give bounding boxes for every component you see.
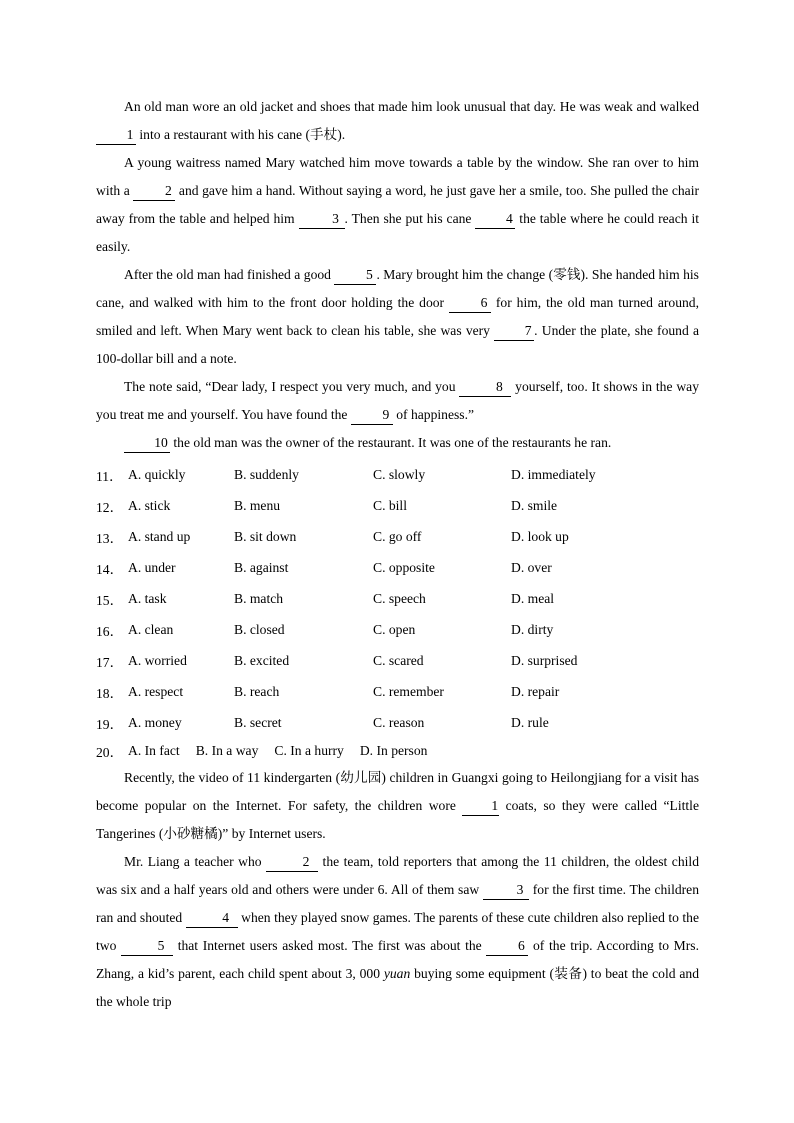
text: for the first time. The children ran and shouted <box>96 882 699 925</box>
passage2-paragraph-1 <box>96 764 699 848</box>
question-number: 13． <box>96 530 124 546</box>
option-a[interactable]: A. respect <box>128 683 184 699</box>
option-a[interactable]: A. worried <box>128 652 187 668</box>
question-list <box>96 459 699 764</box>
text: and gave him a hand. Without saying a word, he just gave her a smile, too. She pulled the chair away from the table and helped him <box>96 183 700 226</box>
blank-p2-4[interactable]: 4 <box>186 909 238 928</box>
question-row <box>96 521 699 552</box>
option-b[interactable]: B. menu <box>234 497 281 513</box>
option-a[interactable]: A. In fact <box>128 743 180 758</box>
option-c[interactable]: C. In a hurry <box>274 743 344 758</box>
question-row <box>96 614 699 645</box>
question-number: 20． <box>96 745 124 760</box>
question-number: 14． <box>96 561 124 577</box>
blank-p2-2[interactable]: 2 <box>266 853 318 872</box>
question-number: 18． <box>96 685 124 701</box>
question-row <box>96 583 699 614</box>
option-b[interactable]: B. sit down <box>234 528 297 544</box>
text: that Internet users asked most. The first was about the <box>173 938 487 953</box>
option-c[interactable]: C. slowly <box>373 466 426 482</box>
option-d[interactable]: D. smile <box>511 497 558 513</box>
text: After the old man had finished a good <box>124 267 335 282</box>
blank-10[interactable]: 10 <box>124 434 170 453</box>
blank-p2-1[interactable]: 1 <box>462 797 499 816</box>
passage2-paragraph-2 <box>96 848 699 1016</box>
option-d[interactable]: D. look up <box>511 528 569 544</box>
passage1-paragraph-4 <box>96 373 699 429</box>
option-d[interactable]: D. In person <box>359 743 428 758</box>
text: A young waitress named Mary watched him move towards a table by the window. She ran over to him with a <box>96 155 699 198</box>
text: buying some equipment (装备) to beat the cold and the whole trip <box>96 966 699 1009</box>
question-number: 19． <box>96 716 124 732</box>
option-d[interactable]: D. over <box>511 559 552 575</box>
option-c[interactable]: C. opposite <box>373 559 435 575</box>
question-row <box>96 707 699 738</box>
passage1-paragraph-1 <box>96 93 699 149</box>
blank-7[interactable]: 7 <box>494 322 534 341</box>
option-d[interactable]: D. repair <box>511 683 560 699</box>
option-d[interactable]: D. dirty <box>511 621 554 637</box>
blank-3[interactable]: 3 <box>299 210 345 229</box>
option-a[interactable]: A. stand up <box>128 528 191 544</box>
text: yourself, too. It shows in the way you treat me and yourself. You have found the <box>96 379 699 422</box>
blank-p2-5[interactable]: 5 <box>121 937 173 956</box>
option-c[interactable]: C. remember <box>373 683 444 699</box>
question-row <box>96 738 699 764</box>
option-c[interactable]: C. bill <box>373 497 407 513</box>
option-b[interactable]: B. In a way <box>195 743 259 758</box>
option-a[interactable]: A. money <box>128 714 182 730</box>
text: the team, told reporters that among the 11 children, the oldest child was six and a half years old and others were under 6. All of them saw <box>96 854 699 897</box>
text: Mr. Liang a teacher who <box>124 854 267 869</box>
text: An old man wore an old jacket and shoes that made him look unusual that day. He was weak and walked <box>124 99 699 114</box>
option-a[interactable]: A. task <box>128 590 167 606</box>
option-c[interactable]: C. scared <box>373 652 424 668</box>
text: when they played snow games. The parents of these cute children also replied to the two <box>96 910 699 953</box>
text: the old man was the owner of the restaurant. It was one of the restaurants he ran. <box>170 435 612 450</box>
passage1-paragraph-5 <box>96 429 699 457</box>
question-row <box>96 552 699 583</box>
text: for him, the old man turned around, smiled and left. When Mary went back to clean his table, she was very <box>96 295 699 338</box>
option-a[interactable]: A. under <box>128 559 176 575</box>
text: the table where he could reach it easily. <box>96 211 700 254</box>
option-b[interactable]: B. against <box>234 559 289 575</box>
question-row <box>96 490 699 521</box>
question-number: 11． <box>96 468 123 484</box>
text: of the trip. According to Mrs. Zhang, a kid’s parent, each child spent about 3, 000 <box>96 938 699 981</box>
blank-p2-6[interactable]: 6 <box>486 937 528 956</box>
option-b[interactable]: B. closed <box>234 621 285 637</box>
option-b[interactable]: B. suddenly <box>234 466 299 482</box>
question-row <box>96 676 699 707</box>
option-c[interactable]: C. open <box>373 621 416 637</box>
option-d[interactable]: D. surprised <box>511 652 578 668</box>
text: . Under the plate, she found a 100-dollar bill and a note. <box>96 323 699 366</box>
text: . Then she put his cane <box>344 211 476 226</box>
option-c[interactable]: C. go off <box>373 528 422 544</box>
blank-5[interactable]: 5 <box>334 266 376 285</box>
blank-2[interactable]: 2 <box>133 182 175 201</box>
option-b[interactable]: B. excited <box>234 652 290 668</box>
option-d[interactable]: D. immediately <box>511 466 596 482</box>
blank-4[interactable]: 4 <box>475 210 515 229</box>
text: of happiness.” <box>392 407 475 422</box>
passage1-paragraph-2 <box>96 149 699 261</box>
question-number: 12． <box>96 499 124 515</box>
option-c[interactable]: C. reason <box>373 714 425 730</box>
option-a[interactable]: A. stick <box>128 497 171 513</box>
option-b[interactable]: B. match <box>234 590 284 606</box>
text: into a restaurant with his cane (手杖). <box>136 127 346 142</box>
question-row <box>96 459 699 490</box>
text: The note said, “Dear lady, I respect you very much, and you <box>124 379 460 394</box>
question-row <box>96 645 699 676</box>
question-number: 17． <box>96 654 124 670</box>
currency-yuan: yuan <box>383 966 411 981</box>
blank-p2-3[interactable]: 3 <box>483 881 529 900</box>
option-d[interactable]: D. meal <box>511 590 555 606</box>
option-c[interactable]: C. speech <box>373 590 426 606</box>
option-b[interactable]: B. reach <box>234 683 280 699</box>
text: . Mary brought him the change (零钱). She handed him his cane, and walked with him to the front door holding the door <box>96 267 699 310</box>
question-number: 15． <box>96 592 124 608</box>
option-a[interactable]: A. quickly <box>128 466 186 482</box>
text: coats, so they were called “Little Tangerines (小砂糖橘)” by Internet users. <box>96 798 699 841</box>
text: Recently, the video of 11 kindergarten (幼儿园) children in Guangxi going to Heilongjiang for a visit has become popular on the Internet. For safety, the children wore <box>96 770 699 813</box>
passage1-paragraph-3 <box>96 261 699 373</box>
blank-6[interactable]: 6 <box>449 294 491 313</box>
option-a[interactable]: A. clean <box>128 621 174 637</box>
blank-9[interactable]: 9 <box>351 406 393 425</box>
blank-1[interactable]: 1 <box>96 126 136 145</box>
option-b[interactable]: B. secret <box>234 714 282 730</box>
blank-8[interactable]: 8 <box>459 378 511 397</box>
option-d[interactable]: D. rule <box>511 714 549 730</box>
question-number: 16． <box>96 623 124 639</box>
document-page <box>96 93 699 1016</box>
